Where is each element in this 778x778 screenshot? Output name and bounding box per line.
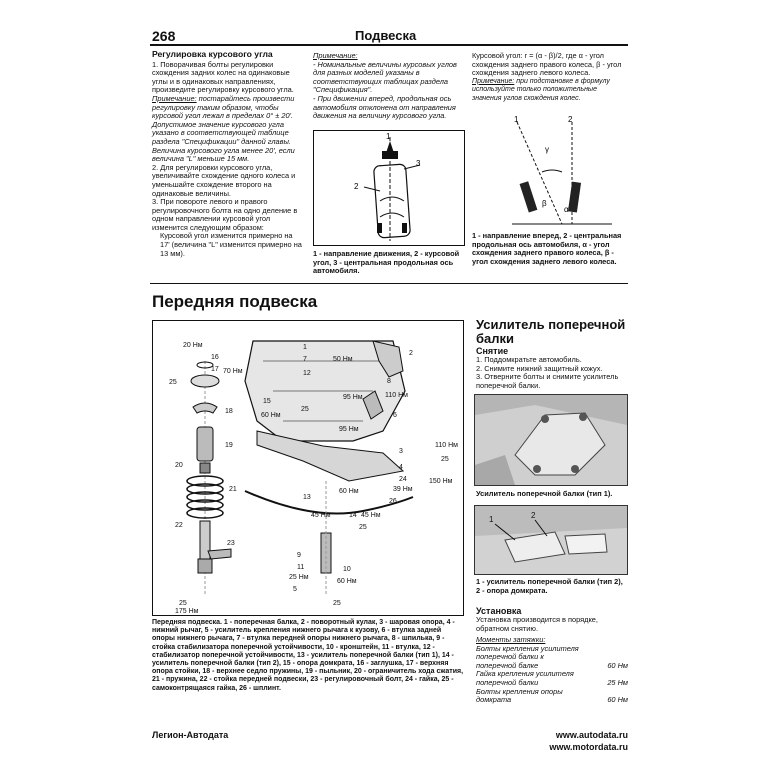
label: 17 (211, 366, 219, 373)
torque-item (476, 670, 628, 687)
paragraph: 1. Поворачивая болты регулировки схождения задних колес на одинаковые углы и в одинаковых направлениях, произведите регулировку курсового угла. (152, 59, 294, 95)
label: 20 (175, 462, 183, 469)
toe-diagram (472, 112, 628, 230)
label: 25 (301, 406, 309, 413)
label: 25 Нм (289, 574, 309, 581)
formula-text: Курсовой угол: r = (α - β)/2, где α - угол схождения заднего правого колеса, β - угол схождения заднего левого колеса. (472, 51, 622, 78)
footer-url-2[interactable]: www.motordata.ru (549, 742, 628, 752)
label: 14 (349, 512, 357, 519)
paragraph: Курсовой угол изменится примерно на 17' (величина "L" изменится примерно на 13 мм). (160, 231, 302, 258)
label-2: 2 (354, 182, 359, 191)
label: 19 (225, 442, 233, 449)
divider (150, 283, 628, 284)
course-angle-figure (313, 130, 465, 246)
suspension-exploded-view (153, 321, 463, 615)
column-course-angle (152, 50, 304, 258)
paragraph: 2. Для регулировки курсового угла, увеличивайте схождение одного колеса и уменьшайте схождение второго на одинаковые величины. (152, 162, 296, 198)
label: 16 (211, 354, 219, 361)
installation-heading: Установка (476, 606, 522, 616)
label-3: 3 (416, 159, 421, 168)
removal-steps (476, 356, 628, 390)
label-gamma: γ (545, 145, 549, 154)
note-label: Примечание: (152, 93, 197, 103)
section-title: Подвеска (355, 28, 417, 43)
torque-name: Болты крепления опоры домкрата (476, 686, 563, 705)
note-text: - При движении вперед, продольная ось автомобиля отклонена от направления движения на величину курсового угла. (313, 93, 456, 121)
caption-text: 1 - поперечная балка, 2 - поворотный кулак, 3 - шаровая опора, 4 - нижний рычаг, 5 - усилитель крепления нижнего рычага к кузову, 6 - втулка задней опоры нижнего рычага, 7 - втулка передней опоры нижнего рычага, 8 - шпилька, 9 - стойка стабилизатора поперечной устойчивости, 10 - кронштейн, 11 - втулка, 12 - стабилизатор поперечной устойчивости, 13 - усилитель поперечной балки (тип 1), 14 - усилитель поперечной балки (тип 2), 15 - опора домкрата, 16 - заглушка, 17 - верхняя опора стойки, 18 - верхнее седло пружины, 19 - пыльник, 20 - ограничитель хода сжатия, 21 - пружина, 22 - стойка передней подвески, 23 - регулировочный болт, 24 - гайка, 25 - самоконтрящаяся гайка, 26 - шплинт. (152, 619, 464, 692)
label-beta: β (542, 199, 547, 208)
footer-url-1[interactable]: www.autodata.ru (555, 730, 628, 740)
removal-heading: Снятие (476, 346, 509, 356)
publisher: Легион-Автодата (152, 730, 229, 740)
reinforcement-photo-type2 (474, 505, 628, 575)
torque-item (476, 645, 628, 671)
label: 11 (297, 564, 305, 571)
label: 60 Нм (261, 412, 281, 419)
figure-caption: 1 - направление вперед, 2 - центральная продольная ось автомобиля, α - угол схождения заднего правого колеса, β - угол схождения заднего левого колеса. (472, 231, 622, 266)
torque-value: 60 Нм (607, 660, 628, 670)
label: 24 (399, 476, 407, 483)
front-suspension-figure (152, 320, 464, 616)
label: 25 (179, 600, 187, 607)
photo-image (475, 395, 627, 485)
label: 23 (227, 540, 235, 547)
reinforcement-heading: Усилитель поперечной балки (476, 317, 626, 346)
label: 175 Нм (175, 608, 199, 615)
note-text: - Номинальные величины курсовых углов для разных моделей указаны в соответствующих таблицах раздела "Спецификация". (313, 59, 457, 95)
label: 45 Нм (311, 512, 331, 519)
label: 2 (409, 350, 413, 357)
torque-list (476, 636, 628, 705)
label: 25 (441, 456, 449, 463)
note-label: Примечание: (472, 77, 515, 85)
note-label: Примечание: (313, 51, 358, 60)
label: 15 (263, 398, 271, 405)
label: 7 (303, 356, 307, 363)
photo-label-1: 1 (489, 515, 494, 524)
torque-name: Болты крепления усилителя поперечной балки к поперечной балке (476, 643, 579, 670)
label: 60 Нм (337, 578, 357, 585)
label: 13 (303, 494, 311, 501)
label: 20 Нм (183, 342, 203, 349)
torque-item (476, 688, 628, 705)
front-suspension-caption (152, 619, 464, 693)
paragraph: 3. При повороте левого и правого регулировочного болта на одно деление в одном направлении курсовой угол изменится следующим образом: (152, 197, 298, 232)
label: 50 Нм (333, 356, 353, 363)
note-text: постарайтесь произвести регулировку таким образом, чтобы курсовой угол лежал в пределах 0° ± 20'. Допустимое значение курсового угла указано в соответствующей таблице раздела "Спецификации" данной главы. (152, 93, 295, 146)
step: 3. Отверните болты и снимите усилитель поперечной балки. (476, 372, 619, 390)
label: 26 (389, 498, 397, 505)
page-number: 268 (152, 28, 176, 44)
label: 95 Нм (339, 426, 359, 433)
label: 1 (303, 344, 307, 351)
label: 60 Нм (339, 488, 359, 495)
column-note (313, 52, 465, 121)
torque-value: 25 Нм (607, 677, 628, 687)
label-alpha: α (564, 205, 569, 214)
label: 4 (399, 464, 403, 471)
header-rule (150, 44, 628, 46)
label: 9 (297, 552, 301, 559)
step: 1. Поддомкратьте автомобиль. (476, 355, 582, 364)
label: 25 (169, 379, 177, 386)
torque-title: Моменты затяжки: (476, 635, 546, 644)
label: 25 (359, 524, 367, 531)
toe-angle-figure (472, 112, 628, 230)
course-angle-heading: Регулировка курсового угла (152, 49, 273, 59)
photo1-caption: Усилитель поперечной балки (тип 1). (476, 489, 613, 498)
reinforcement-photo-type1 (474, 394, 628, 486)
torque-name: Гайка крепления усилителя поперечной балки (476, 669, 574, 687)
installation-text: Установка производится в порядке, обратном снятию. (476, 615, 598, 633)
photo2-caption: 1 - усилитель поперечной балки (тип 2), 2 - опора домкрата. (476, 577, 623, 595)
caption-title: Передняя подвеска. (152, 619, 222, 626)
label: 12 (303, 370, 311, 377)
label-1: 1 (386, 132, 391, 141)
label: 110 Нм (435, 442, 458, 449)
label: 10 (343, 566, 351, 573)
label: 110 Нм (385, 392, 408, 399)
label: 70 Нм (223, 368, 243, 375)
label: 45 Нм (361, 512, 381, 519)
note-text: при подстановке в формулу используйте только положительные значения углов схождения колес. (472, 77, 610, 102)
label: 5 (293, 586, 297, 593)
photo-label-2: 2 (531, 511, 536, 520)
car-diagram (314, 131, 464, 245)
torque-value: 60 Нм (607, 695, 628, 705)
label-1: 1 (514, 115, 519, 124)
label: 18 (225, 408, 233, 415)
label: 95 Нм (343, 394, 363, 401)
label: 8 (387, 378, 391, 385)
label: 39 Нм (393, 486, 413, 493)
figure-caption: 1 - направление движения, 2 - курсовой угол, 3 - центральная продольная ось автомобиля. (313, 249, 460, 276)
label: 3 (399, 448, 403, 455)
label-2: 2 (568, 115, 573, 124)
column-formula (472, 52, 628, 104)
step: 2. Снимите нижний защитный кожух. (476, 363, 603, 373)
label: 25 (333, 600, 341, 607)
paragraph: Величина курсового угла менее 20', если величина "L" меньше 15 мм. (152, 145, 295, 164)
label: 21 (229, 486, 237, 493)
front-suspension-heading: Передняя подвеска (152, 292, 318, 311)
label: 22 (175, 522, 183, 529)
label: 6 (393, 412, 397, 419)
label: 150 Нм (429, 478, 453, 485)
photo-image (475, 506, 627, 574)
